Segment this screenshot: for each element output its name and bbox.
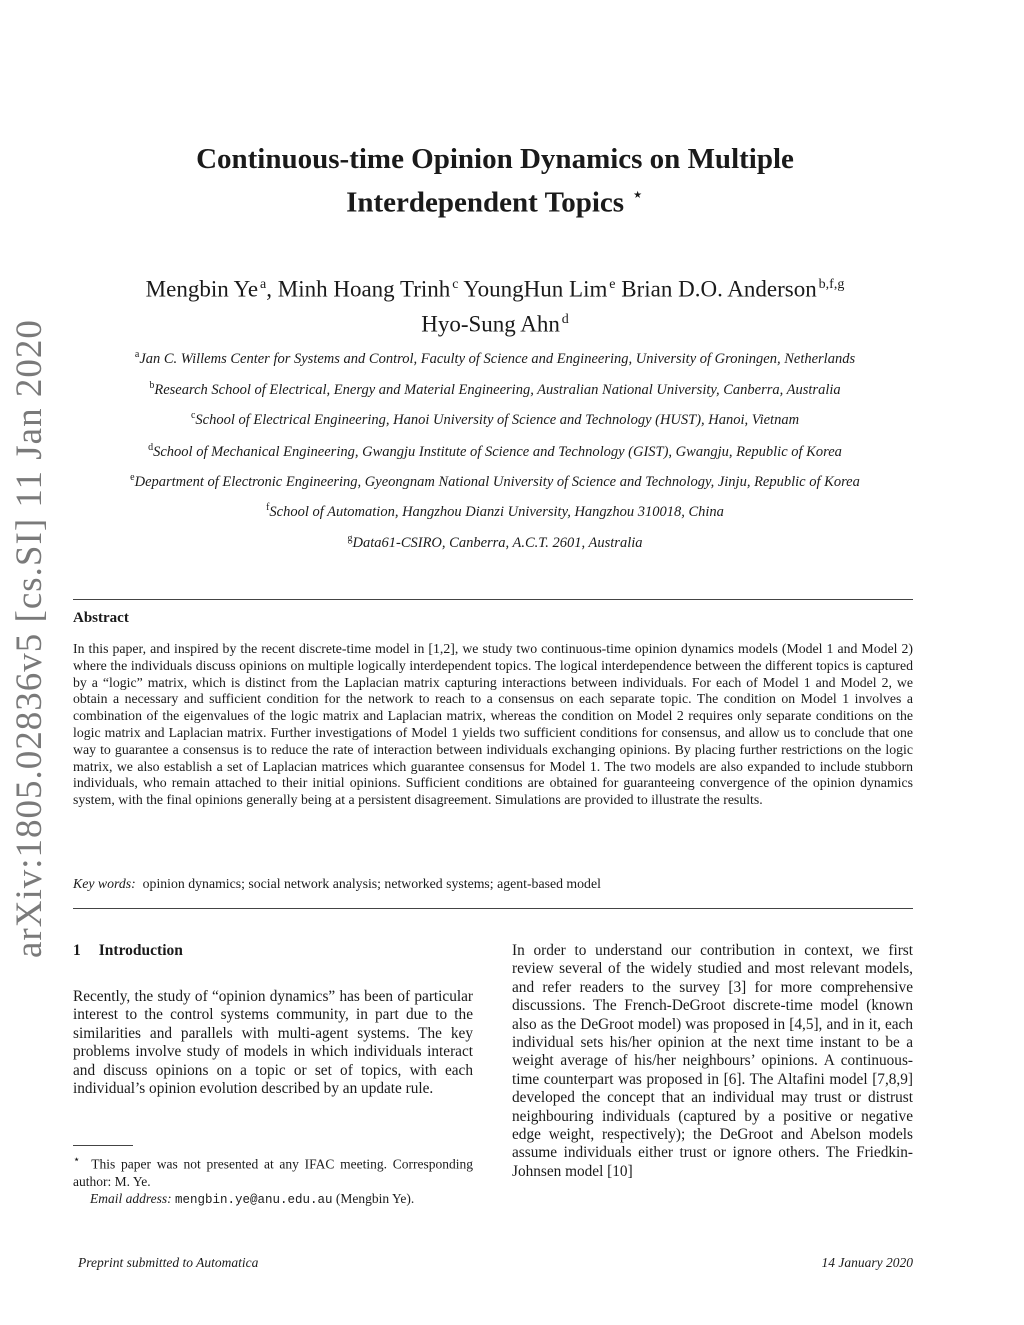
intro-left-paragraph: Recently, the study of “opinion dynamics” has been of particular interest to the control systems community, in part due to the similarities and parallels with multi-agent systems. The key problems involve study of models in which individuals interact and discuss opinions on a topic or set of topics, with each individual’s opinion evolution described by an update rule. — [73, 988, 473, 1098]
keywords-text: opinion dynamics; social network analysis; networked systems; agent-based model — [142, 876, 601, 891]
arxiv-identifier: arXiv:1805.02836v5 [cs.SI] 11 Jan 2020 — [9, 319, 50, 958]
author-name: Minh Hoang Trinh — [277, 276, 451, 302]
affiliation-a — [60, 349, 930, 368]
author-name: YoungHun Lim — [463, 276, 608, 302]
keywords-label: Key words: — [73, 876, 136, 891]
section-heading — [73, 942, 183, 960]
footnote-rule — [73, 1145, 133, 1146]
email-label: Email address: — [90, 1190, 172, 1206]
title-footnote-mark: ⋆ — [631, 184, 644, 206]
affiliation-text: Data61-CSIRO, Canberra, A.C.T. 2601, Australia — [352, 534, 643, 551]
author-affil-sup: e — [609, 277, 616, 292]
affiliation-g — [60, 533, 930, 552]
affiliation-text: School of Mechanical Engineering, Gwangju Institute of Science and Technology (GIST), Gwangju, Republic of Korea — [153, 443, 842, 460]
affiliation-sup: a — [134, 349, 140, 360]
affiliation-sup: g — [347, 533, 353, 544]
footnote-text: This paper was not presented at any IFAC meeting. Corresponding author: M. Ye. — [73, 1156, 474, 1189]
title-line-2-text: Interdependent Topics — [346, 186, 625, 219]
affiliation-text: Research School of Electrical, Energy and Material Engineering, Australian National University, Canberra, Australia — [154, 381, 841, 398]
affiliation-sup: e — [130, 472, 135, 483]
author-line-2 — [80, 305, 910, 340]
abstract-bottom-rule — [73, 908, 913, 909]
affiliation-e — [60, 472, 930, 491]
author-list — [80, 270, 910, 339]
affiliation-c — [60, 410, 930, 429]
footer-date: 14 January 2020 — [821, 1255, 913, 1270]
footer-left: Preprint submitted to Automatica — [78, 1255, 259, 1270]
title-line-2 — [120, 177, 870, 221]
title-line-1: Continuous-time Opinion Dynamics on Multiple — [196, 143, 794, 175]
affiliation-text: Department of Electronic Engineering, Gyeongnam National University of Science and Technology, Jinju, Republic of Korea — [134, 473, 860, 490]
author-name: Mengbin Ye — [145, 276, 259, 302]
paper-title — [120, 141, 870, 221]
email-owner: (Mengbin Ye). — [335, 1190, 415, 1206]
email-address[interactable]: mengbin.ye@anu.edu.au — [175, 1192, 333, 1207]
footnote — [73, 1152, 473, 1209]
affiliation-text: School of Electrical Engineering, Hanoi University of Science and Technology (HUST), Hanoi, Vietnam — [195, 411, 800, 428]
author-affil-sup: a — [260, 277, 267, 292]
author-name: Hyo-Sung Ahn — [421, 311, 560, 337]
affiliation-sup: b — [149, 380, 155, 391]
abstract-heading: Abstract — [73, 610, 129, 626]
affiliation-f — [60, 502, 930, 521]
footnote-mark: ⋆ — [73, 1154, 81, 1166]
affiliation-sup: c — [190, 410, 196, 421]
abstract-text: In this paper, and inspired by the recent discrete-time model in [1,2], we study two continuous-time opinion dynamics models (Model 1 and Model 2) where the individuals discuss opinions on multiple logically interdependent topics. The logical interdependence between the different topics is captured by a “logic” matrix, which is distinct from the Laplacian matrix capturing interactions between individuals. For each of Model 1 and Model 2, we obtain a necessary and sufficient condition for the network to reach to a consensus on each separate topic. The condition on Model 1 involves a combination of the eigenvalues of the logic matrix and Laplacian matrix, whereas the condition on Model 2 requires only separate conditions on the logic matrix and Laplacian matrix. Further investigations of Model 1 yields two sufficient conditions for consensus, and allow us to conclude that one way to guarantee a consensus is to reduce the rate of interaction between individuals exchanging opinions. By placing further restrictions on the logic matrix, we also establish a set of Laplacian matrices which guarantee consensus for Model 1. The two models are also expanded to include stubborn individuals, who remain attached to their initial opinions. Sufficient conditions are obtained for guaranteeing convergence of the opinion dynamics system, with the final opinions generally being at a persistent disagreement. Simulations are provided to illustrate the results. — [73, 641, 913, 808]
section-title: Introduction — [98, 942, 183, 959]
affiliation-b — [60, 380, 930, 399]
affiliation-sup: f — [266, 502, 270, 513]
author-name: Brian D.O. Anderson — [621, 276, 817, 302]
keywords — [73, 876, 601, 892]
author-affil-sup: d — [561, 311, 569, 327]
affiliation-d — [60, 442, 930, 461]
author-affil-sup: c — [452, 277, 459, 292]
abstract-top-rule — [73, 599, 913, 600]
section-number: 1 — [73, 942, 81, 959]
intro-right-paragraph: In order to understand our contribution in context, we first review several of the widely studied and most relevant models, and refer readers to the survey [3] for more comprehensive discussions. The French-DeGroot discrete-time model (known also as the DeGroot model) was proposed in [4,5], and in it, each individual sets his/her opinion at the next time instant to be a weight average of his/her neighbours’ opinions. A continuous-time counterpart was proposed in [6]. The Altafini model [7,8,9] developed the concept that an individual may trust or distrust neighbouring individuals (captured by a positive or negative edge weight, respectively); the DeGroot and Abelson models assume individuals either trust or ignore others. The Friedkin-Johnsen model [10] — [512, 942, 913, 1180]
affiliation-text: School of Automation, Hangzhou Dianzi University, Hangzhou 310018, China — [269, 503, 724, 520]
affiliation-sup: d — [148, 442, 154, 453]
footnote-email-line — [73, 1190, 473, 1209]
footnote-main — [73, 1152, 473, 1190]
affiliation-text: Jan C. Willems Center for Systems and Control, Faculty of Science and Engineering, University of Groningen, Netherlands — [139, 350, 856, 367]
author-affil-sup: b,f,g — [818, 277, 845, 292]
author-line-1: Mengbin Ye $^a$, Minh Hoang Trinh $^c$ YoungHun Lim $^e$ Brian D.O. Anderson $^{b,f,g}$ — [145, 276, 845, 302]
